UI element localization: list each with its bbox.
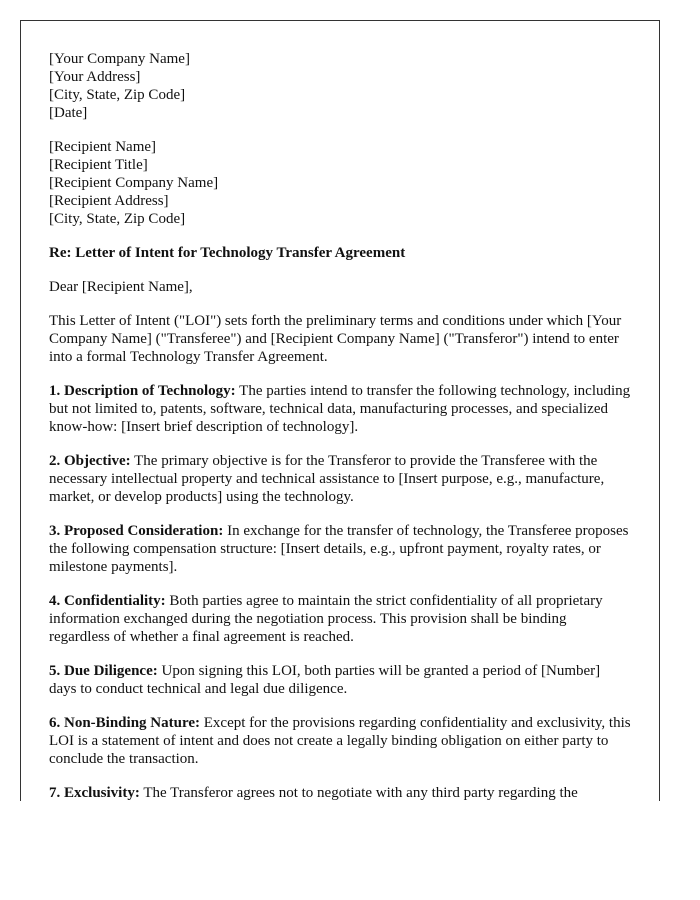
section-text: Upon signing this LOI, both parties will be granted a period of [Number] days to conduct technical and legal due diligence. [49, 663, 601, 697]
recipient-line: [Recipient Title] [49, 157, 148, 173]
section-heading: 6. Non-Binding Nature: [49, 715, 200, 731]
sender-line: [Date] [49, 105, 88, 121]
salutation: Dear [Recipient Name], [49, 279, 193, 295]
recipient-block [49, 138, 631, 228]
section-heading: 7. Exclusivity: [49, 785, 140, 801]
section-text: The primary objective is for the Transferor to provide the Transferee with the necessary intellectual property and technical assistance to [Insert purpose, e.g., manufacture, market, or develop products] using the technology. [49, 453, 605, 505]
section-heading: 5. Due Diligence: [49, 663, 158, 679]
section-paragraph [49, 784, 631, 801]
section-paragraph [49, 592, 631, 646]
section-heading: 3. Proposed Consideration: [49, 523, 224, 539]
section-text: The parties intend to transfer the following technology, including but not limited to, patents, software, technical data, manufacturing processes, and specialized know-how: [Insert brief description of technology]. [49, 383, 631, 435]
letter-content [21, 21, 659, 801]
recipient-line: [Recipient Name] [49, 139, 157, 155]
section-text: The Transferor agrees not to negotiate with any third party regarding the [139, 785, 578, 801]
section-text: In exchange for the transfer of technology, the Transferee proposes the following compensation structure: [Insert details, e.g., upfront payment, royalty rates, or milestone payments]. [49, 523, 629, 575]
recipient-line: [Recipient Company Name] [49, 175, 219, 191]
section-paragraph [49, 382, 631, 436]
section-text: Except for the provisions regarding confidentiality and exclusivity, this LOI is a statement of intent and does not create a legally binding obligation on either party to conclude the transaction. [49, 715, 631, 767]
section-paragraph [49, 522, 631, 576]
section-paragraph [49, 714, 631, 768]
section-heading: 4. Confidentiality: [49, 593, 166, 609]
section-paragraph [49, 452, 631, 506]
sender-line: [Your Address] [49, 69, 141, 85]
sender-block [49, 50, 631, 122]
section-heading: 2. Objective: [49, 453, 131, 469]
intro-paragraph: This Letter of Intent ("LOI") sets forth the preliminary terms and conditions under which [Your Company Name] ("Transferee") and [Recipient Company Name] ("Transferor") intend to enter into a formal Technology Transfer Agreement. [49, 313, 622, 365]
sender-line: [Your Company Name] [49, 51, 190, 67]
section-text: Both parties agree to maintain the strict confidentiality of all proprietary information exchanged during the negotiation process. This provision shall be binding regardless of whether a final agreement is reached. [49, 593, 603, 645]
section-paragraph [49, 662, 631, 698]
letter-page [20, 20, 660, 801]
section-heading: 1. Description of Technology: [49, 383, 236, 399]
recipient-line: [City, State, Zip Code] [49, 211, 186, 227]
sender-line: [City, State, Zip Code] [49, 87, 186, 103]
recipient-line: [Recipient Address] [49, 193, 169, 209]
subject-line: Re: Letter of Intent for Technology Transfer Agreement [49, 245, 406, 261]
